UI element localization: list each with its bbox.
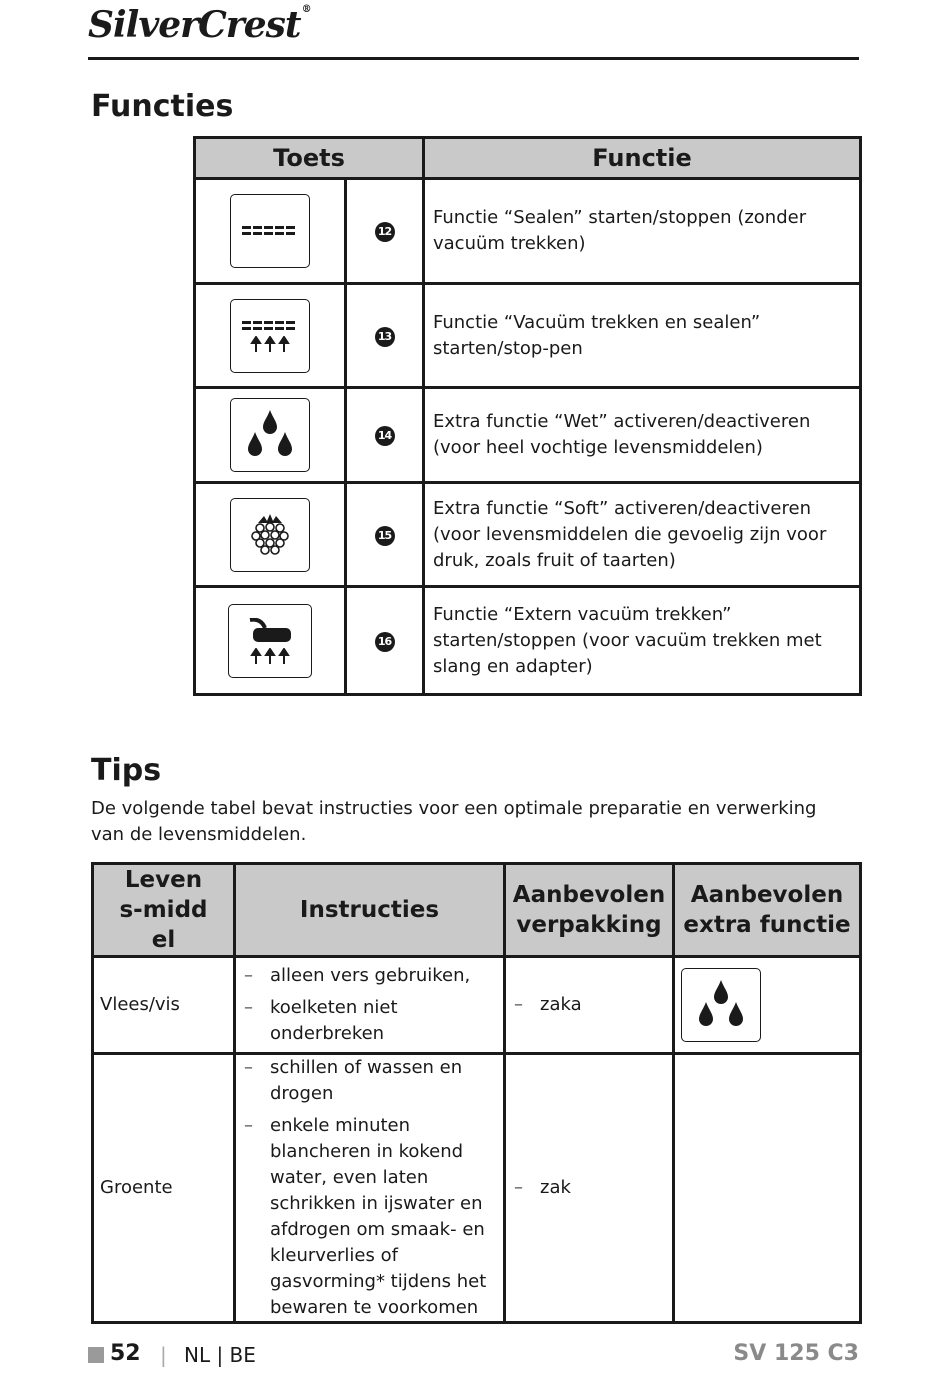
list-item: – alleen vers gebruiken, bbox=[244, 963, 497, 989]
seal-icon bbox=[230, 194, 310, 268]
header-verpakking: Aanbevolen verpakking bbox=[505, 864, 674, 957]
number-badge: 16 bbox=[375, 632, 395, 652]
section-title-functies: Functies bbox=[91, 89, 234, 124]
food-name: Vlees/vis bbox=[93, 957, 235, 1054]
vacuum-seal-icon bbox=[230, 299, 310, 373]
footer-separator: | bbox=[160, 1343, 167, 1367]
external-vacuum-icon bbox=[228, 604, 312, 678]
empty-cell bbox=[674, 1054, 861, 1323]
packaging-list bbox=[506, 992, 672, 1018]
instruction-list bbox=[236, 1055, 503, 1321]
page-footer bbox=[88, 1341, 859, 1371]
function-description: Extra functie “Soft” activeren/deactiveren (voor levensmiddelen die gevoelig zijn voor druk, zoals fruit of taarten) bbox=[424, 483, 861, 587]
footer-language: NL | BE bbox=[184, 1343, 256, 1367]
table-row bbox=[195, 284, 861, 388]
header-functie: Functie bbox=[424, 138, 861, 179]
header-extra-functie: Aanbevolen extra functie bbox=[674, 864, 861, 957]
header-instructies: Instructies bbox=[235, 864, 505, 957]
function-description: Extra functie “Wet” activeren/deactiveren (voor heel vochtige levensmiddelen) bbox=[424, 388, 861, 483]
table-row bbox=[195, 587, 861, 695]
table-row bbox=[93, 1054, 861, 1323]
number-badge: 12 bbox=[375, 222, 395, 242]
functies-table bbox=[193, 136, 862, 696]
table-row bbox=[93, 957, 861, 1054]
number-badge: 13 bbox=[375, 327, 395, 347]
function-description: Functie “Sealen” starten/stoppen (zonder vacuüm trekken) bbox=[424, 179, 861, 284]
list-item: – enkele minuten blancheren in kokend water, even laten schrikken in ijswater en afdrogen om smaak- en kleurverlies of gasvorming* tijdens het bewaren te voorkomen bbox=[244, 1113, 497, 1321]
table-row bbox=[195, 483, 861, 587]
wet-drops-icon bbox=[230, 398, 310, 472]
packaging-value: – zaka bbox=[514, 992, 666, 1018]
soft-berry-icon bbox=[230, 498, 310, 572]
wet-drops-icon bbox=[681, 968, 761, 1042]
header-levensmiddel: Levens-middel bbox=[93, 864, 235, 957]
page-number: 52 bbox=[110, 1341, 141, 1366]
tips-intro: De volgende tabel bevat instructies voor een optimale preparatie en verwerking van de levensmiddelen. bbox=[91, 798, 817, 845]
list-item: – schillen of wassen en drogen bbox=[244, 1055, 497, 1107]
footer-square bbox=[88, 1347, 104, 1363]
table-row bbox=[195, 179, 861, 284]
table-row bbox=[195, 388, 861, 483]
section-title-tips: Tips bbox=[91, 753, 162, 788]
function-description: Functie “Vacuüm trekken en sealen” starten/stop-pen bbox=[424, 284, 861, 388]
tips-table bbox=[91, 862, 862, 1324]
packaging-value: – zak bbox=[514, 1175, 666, 1201]
instruction-list bbox=[236, 963, 503, 1047]
food-name: Groente bbox=[93, 1054, 235, 1323]
number-badge: 14 bbox=[375, 426, 395, 446]
number-badge: 15 bbox=[375, 526, 395, 546]
packaging-list bbox=[506, 1175, 672, 1201]
header-rule bbox=[88, 57, 859, 60]
header-toets: Toets bbox=[195, 138, 424, 179]
function-description: Functie “Extern vacuüm trekken” starten/stoppen (voor vacuüm trekken met slang en adapter) bbox=[424, 587, 861, 695]
model-number: SV 125 C3 bbox=[733, 1341, 859, 1366]
brand-logo: SilverCrest® bbox=[88, 4, 311, 46]
list-item: – koelketen niet onderbreken bbox=[244, 995, 497, 1047]
